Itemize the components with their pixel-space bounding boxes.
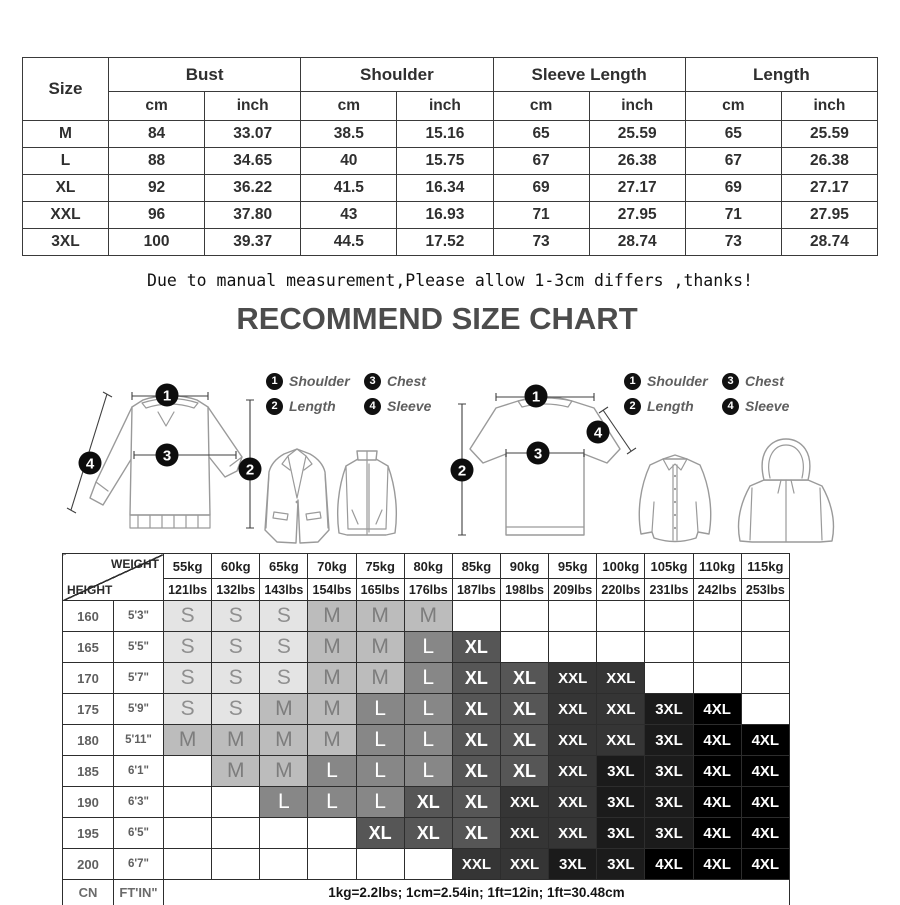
size-cell-l: L [404, 663, 452, 694]
size-cell-m: M [212, 725, 260, 756]
group-header-bust: Bust [109, 58, 301, 92]
weight-kg-header: 85kg [452, 554, 500, 579]
measurement-value-cell: 38.5 [301, 121, 397, 148]
size-cell-xl: XL [404, 818, 452, 849]
height-weight-diagonal-header [63, 554, 164, 601]
measurement-value-cell: 43 [301, 202, 397, 229]
size-cell-xxl: XXL [597, 663, 645, 694]
size-cell-empty [741, 601, 789, 632]
size-cell-m: M [308, 632, 356, 663]
size-cell-xxl: XXL [500, 787, 548, 818]
measurement-value-cell: 96 [109, 202, 205, 229]
measurement-row [23, 202, 878, 229]
legend-label: Sleeve [745, 398, 789, 414]
size-cell-empty [164, 787, 212, 818]
height-ftin-cell: 5'7" [114, 663, 164, 694]
height-row [63, 601, 790, 632]
size-cell-empty [693, 632, 741, 663]
legend-label: Chest [745, 373, 784, 389]
size-cell-empty [212, 787, 260, 818]
weight-lbs-header: 143lbs [260, 579, 308, 601]
size-cell-empty [597, 601, 645, 632]
weight-header-label: WEIGHT [111, 557, 159, 571]
size-cell-s: S [164, 694, 212, 725]
size-cell-xl: XL [404, 787, 452, 818]
weight-kg-header: 110kg [693, 554, 741, 579]
size-cell-xxl: XXL [597, 725, 645, 756]
size-cell-xl: XL [452, 694, 500, 725]
measurement-row [23, 121, 878, 148]
group-header-length: Length [685, 58, 877, 92]
measurement-value-cell: 26.38 [781, 148, 877, 175]
size-cell-l: L [260, 787, 308, 818]
size-cell-xxl: XXL [500, 849, 548, 880]
size-cell-m: M [212, 756, 260, 787]
size-cell-4xl: 4XL [741, 849, 789, 880]
height-row [63, 787, 790, 818]
size-cell-3xl: 3XL [645, 725, 693, 756]
size-cell-empty [212, 818, 260, 849]
legend-label: Chest [387, 373, 426, 389]
marker-shoulder-badge-left [156, 384, 179, 407]
height-cm-cell: 195 [63, 818, 114, 849]
size-cell: XXL [23, 202, 109, 229]
legend-item-shoulder [266, 372, 362, 390]
weight-kg-header: 55kg [164, 554, 212, 579]
legend-label: Length [289, 398, 336, 414]
weight-kg-header: 95kg [549, 554, 597, 579]
height-row [63, 818, 790, 849]
measurement-value-cell: 69 [493, 175, 589, 202]
size-cell-empty [356, 849, 404, 880]
unit-conversion-note: 1kg=2.2lbs; 1cm=2.54in; 1ft=12in; 1ft=30.48cm [164, 880, 790, 905]
legend-item-chest [364, 372, 448, 390]
size-cell-xxl: XXL [597, 694, 645, 725]
unit-header: cm [493, 92, 589, 121]
weight-kg-header: 90kg [500, 554, 548, 579]
size-cell-xl: XL [452, 756, 500, 787]
svg-text:3: 3 [163, 448, 171, 465]
size-cell-3xl: 3XL [597, 787, 645, 818]
weight-kg-header: 115kg [741, 554, 789, 579]
measurement-value-cell: 33.07 [205, 121, 301, 148]
measurement-row [23, 148, 878, 175]
height-ftin-cell: 5'9" [114, 694, 164, 725]
weight-lbs-header: 198lbs [500, 579, 548, 601]
height-cm-cell: 175 [63, 694, 114, 725]
size-cell-m: M [308, 725, 356, 756]
measurement-value-cell: 100 [109, 229, 205, 256]
height-cm-cell: 160 [63, 601, 114, 632]
weight-kg-header: 100kg [597, 554, 645, 579]
measurement-value-cell: 25.59 [781, 121, 877, 148]
size-cell-xxl: XXL [452, 849, 500, 880]
size-cell-empty [645, 663, 693, 694]
size-cell-3xl: 3XL [597, 818, 645, 849]
size-cell-l: L [308, 756, 356, 787]
svg-text:1: 1 [163, 388, 171, 405]
measurement-value-cell: 25.59 [589, 121, 685, 148]
measurement-value-cell: 69 [685, 175, 781, 202]
svg-text:4: 4 [594, 425, 603, 442]
size-cell-4xl: 4XL [693, 787, 741, 818]
height-ftin-cell: 5'5" [114, 632, 164, 663]
legend-number-badge: 2 [266, 398, 283, 415]
size-cell-l: L [308, 787, 356, 818]
height-ftin-cell: 6'3" [114, 787, 164, 818]
measurement-value-cell: 28.74 [781, 229, 877, 256]
marker-chest-badge-right [527, 442, 550, 465]
legend-number-badge: 2 [624, 398, 641, 415]
size-cell-xxl: XXL [549, 818, 597, 849]
measurement-value-cell: 37.80 [205, 202, 301, 229]
measure-legend-right [624, 372, 806, 415]
recommend-chart-title: RECOMMEND SIZE CHART [0, 301, 874, 337]
measurement-value-cell: 65 [685, 121, 781, 148]
size-cell-l: L [404, 694, 452, 725]
size-cell-4xl: 4XL [741, 818, 789, 849]
height-cm-cell: 180 [63, 725, 114, 756]
size-cell-l: L [356, 694, 404, 725]
unit-header: cm [301, 92, 397, 121]
group-header-sleeve-length: Sleeve Length [493, 58, 685, 92]
size-cell-m: M [404, 601, 452, 632]
height-ftin-cell: 6'5" [114, 818, 164, 849]
size-cell-s: S [164, 601, 212, 632]
size-cell-empty [741, 632, 789, 663]
weight-lbs-header: 220lbs [597, 579, 645, 601]
legend-item-length [266, 397, 362, 415]
legend-label: Length [647, 398, 694, 414]
height-row [63, 694, 790, 725]
size-cell-empty [693, 601, 741, 632]
measurement-value-cell: 27.95 [589, 202, 685, 229]
weight-lbs-header: 132lbs [212, 579, 260, 601]
recommend-chart-table [62, 553, 790, 905]
legend-label: Shoulder [647, 373, 708, 389]
size-cell-xl: XL [500, 725, 548, 756]
size-cell-s: S [212, 601, 260, 632]
measurement-value-cell: 40 [301, 148, 397, 175]
legend-number-badge: 3 [722, 373, 739, 390]
weight-kg-header: 75kg [356, 554, 404, 579]
legend-item-length [624, 397, 720, 415]
size-cell-3xl: 3XL [549, 849, 597, 880]
unit-header: inch [589, 92, 685, 121]
measurement-value-cell: 28.74 [589, 229, 685, 256]
size-cell-empty [741, 663, 789, 694]
measurement-value-cell: 73 [493, 229, 589, 256]
svg-text:4: 4 [86, 456, 95, 473]
size-cell-3xl: 3XL [645, 694, 693, 725]
measurement-row [23, 229, 878, 256]
size-cell-4xl: 4XL [741, 787, 789, 818]
size-cell-xxl: XXL [549, 663, 597, 694]
weight-lbs-header: 253lbs [741, 579, 789, 601]
size-cell-empty [597, 632, 645, 663]
group-header-shoulder: Shoulder [301, 58, 493, 92]
marker-sleeve-badge-right [587, 421, 610, 444]
size-cell-xxl: XXL [549, 694, 597, 725]
size-cell-empty [452, 601, 500, 632]
size-cell-empty [212, 849, 260, 880]
size-cell-l: L [356, 756, 404, 787]
size-cell-3xl: 3XL [597, 756, 645, 787]
legend-number-badge: 3 [364, 373, 381, 390]
weight-kg-header: 80kg [404, 554, 452, 579]
measurement-value-cell: 88 [109, 148, 205, 175]
footer-cn-label: CN [63, 880, 114, 905]
size-cell-xl: XL [452, 818, 500, 849]
size-cell-empty [741, 694, 789, 725]
measurement-value-cell: 73 [685, 229, 781, 256]
measurement-value-cell: 27.17 [589, 175, 685, 202]
measurement-value-cell: 34.65 [205, 148, 301, 175]
size-cell-empty [164, 849, 212, 880]
unit-header: inch [205, 92, 301, 121]
height-row [63, 632, 790, 663]
size-cell-s: S [212, 663, 260, 694]
measurement-value-cell: 67 [493, 148, 589, 175]
tshirt-drawing [470, 397, 620, 535]
measurement-value-cell: 71 [685, 202, 781, 229]
size-cell-4xl: 4XL [741, 756, 789, 787]
unit-header: cm [109, 92, 205, 121]
size-cell-xl: XL [452, 725, 500, 756]
size-cell-xl: XL [500, 663, 548, 694]
size-cell-m: M [308, 663, 356, 694]
height-row [63, 725, 790, 756]
size-cell-xl: XL [452, 632, 500, 663]
size-cell-xxl: XXL [500, 818, 548, 849]
hoodie-drawing [738, 439, 833, 542]
size-cell-m: M [356, 632, 404, 663]
height-ftin-cell: 5'11" [114, 725, 164, 756]
size-cell-m: M [260, 725, 308, 756]
size-cell-empty [260, 849, 308, 880]
size-cell-3xl: 3XL [597, 849, 645, 880]
size-cell-4xl: 4XL [741, 725, 789, 756]
measurement-table [22, 57, 878, 256]
size-cell-4xl: 4XL [645, 849, 693, 880]
svg-text:2: 2 [246, 462, 254, 479]
legend-item-chest [722, 372, 806, 390]
size-cell-xl: XL [452, 663, 500, 694]
measurement-value-cell: 65 [493, 121, 589, 148]
size-cell-s: S [212, 632, 260, 663]
size-cell: XL [23, 175, 109, 202]
size-cell-empty [693, 663, 741, 694]
weight-lbs-header: 187lbs [452, 579, 500, 601]
height-row [63, 756, 790, 787]
measurement-value-cell: 16.93 [397, 202, 493, 229]
measure-legend-left [266, 372, 448, 415]
measurement-value-cell: 26.38 [589, 148, 685, 175]
weight-lbs-header: 165lbs [356, 579, 404, 601]
marker-sleeve-badge-left [79, 452, 102, 475]
measurement-value-cell: 92 [109, 175, 205, 202]
unit-header: cm [685, 92, 781, 121]
size-cell-empty [164, 818, 212, 849]
height-ftin-cell: 5'3" [114, 601, 164, 632]
height-cm-cell: 200 [63, 849, 114, 880]
legend-item-shoulder [624, 372, 720, 390]
size-cell-empty [404, 849, 452, 880]
height-cm-cell: 185 [63, 756, 114, 787]
height-row [63, 849, 790, 880]
size-cell-empty [308, 849, 356, 880]
size-cell-m: M [260, 694, 308, 725]
size-cell-l: L [404, 632, 452, 663]
measurement-value-cell: 15.16 [397, 121, 493, 148]
size-cell-xl: XL [500, 694, 548, 725]
marker-length-badge-left [239, 458, 262, 481]
size-cell-s: S [164, 663, 212, 694]
recommend-chart-section [62, 553, 790, 905]
size-cell-l: L [356, 725, 404, 756]
size-cell-xxl: XXL [549, 725, 597, 756]
unit-header: inch [781, 92, 877, 121]
size-cell-4xl: 4XL [693, 756, 741, 787]
size-cell: M [23, 121, 109, 148]
size-cell-s: S [260, 632, 308, 663]
marker-chest-badge-left [156, 444, 179, 467]
size-cell-empty [164, 756, 212, 787]
measurement-value-cell: 15.75 [397, 148, 493, 175]
size-cell-l: L [404, 725, 452, 756]
svg-text:3: 3 [534, 446, 542, 463]
measurement-value-cell: 41.5 [301, 175, 397, 202]
footer-ftin-label: FT'IN" [114, 880, 164, 905]
measurement-value-cell: 84 [109, 121, 205, 148]
measurement-note: Due to manual measurement,Please allow 1-3cm differs ,thanks! [0, 271, 900, 290]
size-cell-s: S [260, 601, 308, 632]
weight-lbs-header: 154lbs [308, 579, 356, 601]
height-cm-cell: 165 [63, 632, 114, 663]
marker-length-badge-right [451, 459, 474, 482]
size-cell-m: M [164, 725, 212, 756]
size-cell-m: M [356, 663, 404, 694]
measurement-value-cell: 67 [685, 148, 781, 175]
size-cell-3xl: 3XL [645, 787, 693, 818]
size-cell-m: M [308, 601, 356, 632]
legend-number-badge: 4 [722, 398, 739, 415]
weight-kg-header: 70kg [308, 554, 356, 579]
measurement-value-cell: 27.17 [781, 175, 877, 202]
measurement-value-cell: 16.34 [397, 175, 493, 202]
weight-lbs-header: 231lbs [645, 579, 693, 601]
legend-number-badge: 1 [624, 373, 641, 390]
size-cell-3xl: 3XL [645, 756, 693, 787]
legend-label: Shoulder [289, 373, 350, 389]
svg-text:1: 1 [532, 389, 540, 406]
size-cell-empty [500, 632, 548, 663]
button-shirt-drawing [639, 455, 710, 542]
svg-text:2: 2 [458, 463, 466, 480]
unit-header: inch [397, 92, 493, 121]
size-cell-xl: XL [356, 818, 404, 849]
legend-number-badge: 4 [364, 398, 381, 415]
size-cell: 3XL [23, 229, 109, 256]
height-cm-cell: 170 [63, 663, 114, 694]
zip-jacket-drawing [338, 451, 397, 535]
measurement-row [23, 175, 878, 202]
size-cell-xl: XL [452, 787, 500, 818]
weight-kg-header: 105kg [645, 554, 693, 579]
size-cell-empty [308, 818, 356, 849]
size-cell-xxl: XXL [549, 756, 597, 787]
size-cell-empty [260, 818, 308, 849]
size-column-header: Size [23, 58, 109, 121]
height-header-label: HEIGHT [67, 583, 112, 597]
height-row [63, 663, 790, 694]
size-cell-m: M [308, 694, 356, 725]
size-cell-4xl: 4XL [693, 818, 741, 849]
height-cm-cell: 190 [63, 787, 114, 818]
measurement-value-cell: 17.52 [397, 229, 493, 256]
size-cell-empty [645, 632, 693, 663]
size-cell-4xl: 4XL [693, 694, 741, 725]
size-cell-l: L [356, 787, 404, 818]
weight-lbs-header: 242lbs [693, 579, 741, 601]
blazer-drawing [265, 449, 329, 543]
size-cell-empty [500, 601, 548, 632]
measurement-value-cell: 44.5 [301, 229, 397, 256]
weight-lbs-header: 121lbs [164, 579, 212, 601]
measurement-value-cell: 71 [493, 202, 589, 229]
marker-shoulder-badge-right [525, 385, 548, 408]
size-cell-empty [549, 632, 597, 663]
measurement-value-cell: 27.95 [781, 202, 877, 229]
weight-kg-header: 65kg [260, 554, 308, 579]
legend-item-sleeve [722, 397, 806, 415]
size-cell-m: M [356, 601, 404, 632]
size-cell-4xl: 4XL [693, 725, 741, 756]
legend-number-badge: 1 [266, 373, 283, 390]
height-ftin-cell: 6'7" [114, 849, 164, 880]
weight-kg-header: 60kg [212, 554, 260, 579]
size-cell-l: L [404, 756, 452, 787]
weight-lbs-header: 209lbs [549, 579, 597, 601]
size-cell-empty [645, 601, 693, 632]
size-cell-xxl: XXL [549, 787, 597, 818]
size-cell: L [23, 148, 109, 175]
measurement-value-cell: 36.22 [205, 175, 301, 202]
measurement-table-section [22, 57, 878, 256]
legend-label: Sleeve [387, 398, 431, 414]
size-cell-s: S [164, 632, 212, 663]
size-cell-empty [549, 601, 597, 632]
weight-lbs-header: 176lbs [404, 579, 452, 601]
size-cell-4xl: 4XL [693, 849, 741, 880]
size-cell-s: S [260, 663, 308, 694]
size-cell-3xl: 3XL [645, 818, 693, 849]
measurement-value-cell: 39.37 [205, 229, 301, 256]
size-cell-xl: XL [500, 756, 548, 787]
size-cell-s: S [212, 694, 260, 725]
height-ftin-cell: 6'1" [114, 756, 164, 787]
size-cell-m: M [260, 756, 308, 787]
legend-item-sleeve [364, 397, 448, 415]
